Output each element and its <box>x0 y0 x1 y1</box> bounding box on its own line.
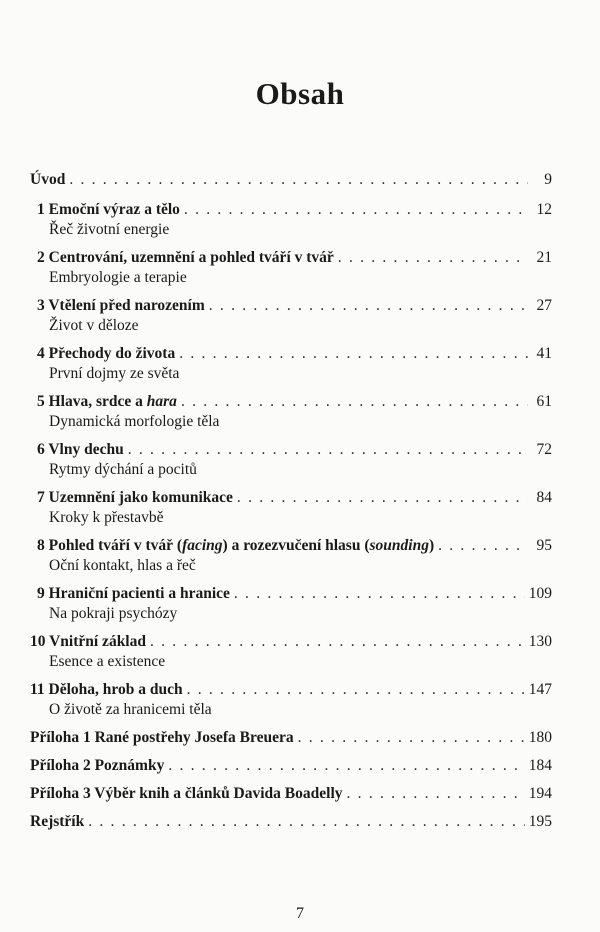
leader-dots <box>438 536 528 556</box>
toc-entry-appendix-3 <box>30 784 552 804</box>
leader-dots <box>209 296 528 316</box>
toc-entry-chapter-10 <box>30 632 552 672</box>
toc-entry-chapter-11 <box>30 680 552 720</box>
toc-entry-page: 130 <box>528 633 552 650</box>
italic-term: hara <box>146 393 177 410</box>
toc-entry-page: 180 <box>528 729 552 746</box>
toc-entry-subtitle: První dojmy ze světa <box>49 365 180 382</box>
toc-entry-title: 6 Vlny dechu <box>37 441 124 458</box>
toc-entry-title: Úvod <box>30 171 66 188</box>
toc-entry-title: 4 Přechody do života <box>37 345 176 362</box>
toc-entry-chapter-4 <box>30 344 552 384</box>
toc-entry-title: 7 Uzemnění jako komunikace <box>37 489 233 506</box>
toc-entry-intro <box>30 170 552 190</box>
toc-entry-page: 194 <box>528 785 552 802</box>
leader-dots <box>184 200 528 220</box>
toc-entry-subtitle: Esence a existence <box>49 653 166 670</box>
toc-entry-page: 95 <box>536 537 552 554</box>
toc-entry-subtitle: Oční kontakt, hlas a řeč <box>49 557 196 574</box>
leader-dots <box>347 784 525 804</box>
toc-entry-appendix-2 <box>30 756 552 776</box>
toc-entry-chapter-5 <box>30 392 552 432</box>
toc-entry-subtitle: Dynamická morfologie těla <box>49 413 220 430</box>
toc-entry-title: Rejstřík <box>30 813 85 830</box>
leader-dots <box>69 170 528 190</box>
toc-entry-title: Příloha 2 Poznámky <box>30 757 165 774</box>
toc-entry-page: 184 <box>528 757 552 774</box>
toc-entry-page: 61 <box>536 393 552 410</box>
toc-entry-page: 12 <box>536 201 552 218</box>
toc-entry-page: 21 <box>536 249 552 266</box>
toc-entry-page: 27 <box>536 297 552 314</box>
toc-entry-chapter-7 <box>30 488 552 528</box>
toc-entry-chapter-6 <box>30 440 552 480</box>
toc-entry-title: 2 Centrování, uzemnění a pohled tváří v tvář <box>37 249 334 266</box>
toc-entry-title: 10 Vnitřní základ <box>30 633 146 650</box>
toc-entry-index <box>30 812 552 832</box>
toc-entry-title: 8 Pohled tváří v tvář (facing) a rozezvučení hlasu (sounding) <box>37 537 435 554</box>
page-title: Obsah <box>255 76 345 111</box>
toc-entry-page: 195 <box>528 813 552 830</box>
toc-entry-title: 1 Emoční výraz a tělo <box>37 201 180 218</box>
toc-entry-appendix-1 <box>30 728 552 748</box>
toc-entry-subtitle: Život v děloze <box>49 317 139 334</box>
toc-entry-subtitle: Řeč životní energie <box>49 221 170 238</box>
toc-entry-chapter-9 <box>30 584 552 624</box>
toc-entry-subtitle: Rytmy dýchání a pocitů <box>49 461 197 478</box>
toc-entry-page: 84 <box>536 489 552 506</box>
leader-dots <box>187 680 525 700</box>
leader-dots <box>338 248 528 268</box>
table-of-contents <box>30 170 552 830</box>
toc-entry-page: 109 <box>528 585 552 602</box>
page-number: 7 <box>296 905 304 922</box>
leader-dots <box>181 392 528 412</box>
leader-dots <box>298 728 525 748</box>
toc-entry-subtitle: Na pokraji psychózy <box>49 605 178 622</box>
toc-entry-subtitle: O životě za hranicemi těla <box>49 701 212 718</box>
leader-dots <box>179 344 528 364</box>
toc-entry-page: 9 <box>544 171 552 188</box>
toc-entry-chapter-1 <box>30 200 552 240</box>
leader-dots <box>128 440 528 460</box>
leader-dots <box>237 488 528 508</box>
toc-entry-subtitle: Embryologie a terapie <box>49 269 187 286</box>
toc-entry-title: 11 Děloha, hrob a duch <box>30 681 183 698</box>
toc-entry-subtitle: Kroky k přestavbě <box>49 509 164 526</box>
italic-term: facing <box>182 537 223 554</box>
leader-dots <box>88 812 525 832</box>
toc-entry-chapter-3 <box>30 296 552 336</box>
toc-entry-chapter-8 <box>30 536 552 576</box>
toc-entry-title: Příloha 1 Rané postřehy Josefa Breuera <box>30 729 294 746</box>
toc-entry-page: 147 <box>528 681 552 698</box>
toc-entry-title: 3 Vtělení před narozením <box>37 297 205 314</box>
toc-entry-page: 41 <box>536 345 552 362</box>
leader-dots <box>168 756 524 776</box>
toc-entry-title: Příloha 3 Výběr knih a článků Davida Boadelly <box>30 785 343 802</box>
italic-term: sounding <box>369 537 429 554</box>
toc-entry-page: 72 <box>536 441 552 458</box>
toc-entry-title: 5 Hlava, srdce a hara <box>37 393 177 410</box>
leader-dots <box>234 584 525 604</box>
toc-entry-title: 9 Hraniční pacienti a hranice <box>37 585 230 602</box>
toc-entry-chapter-2 <box>30 248 552 288</box>
leader-dots <box>150 632 525 652</box>
